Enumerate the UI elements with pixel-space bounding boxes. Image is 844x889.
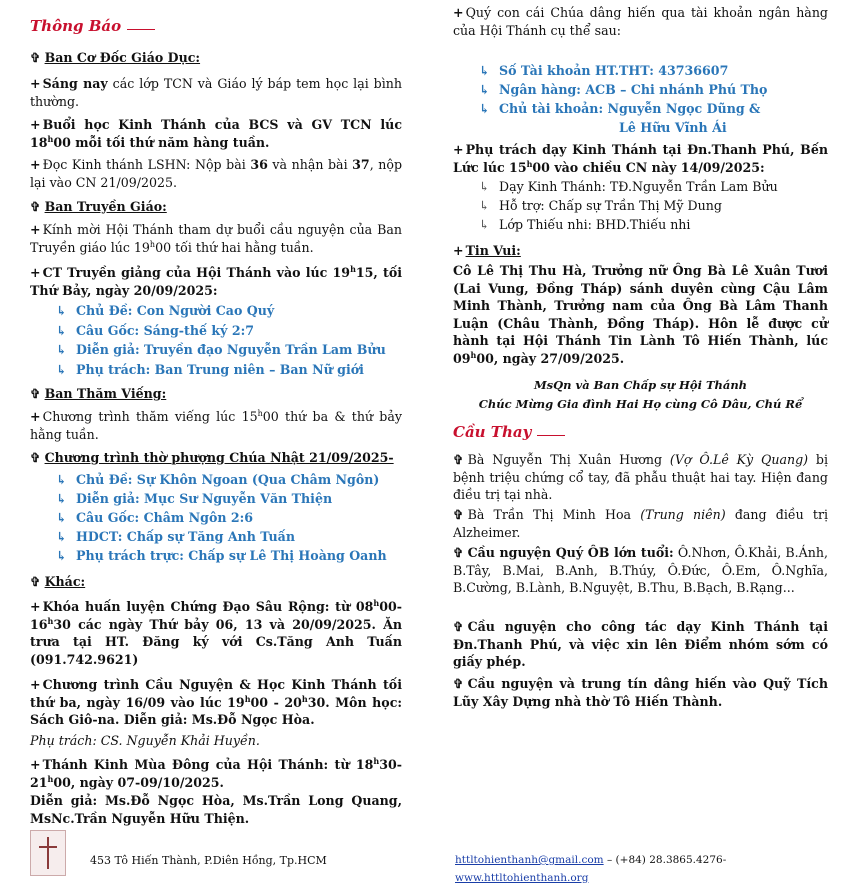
cross-icon: ✞ (453, 545, 464, 560)
prayer-heading (453, 424, 828, 442)
paragraph: + Quý con cái Chúa dâng hiến qua tài khoản ngân hàng của Hội Thánh cụ thể sau: (453, 5, 828, 38)
paragraph: + Đọc Kinh thánh LSHN: Nộp bài 36 và nhận bài 37, nộp lại vào CN 21/09/2025. (30, 157, 403, 190)
notice-heading (30, 18, 402, 36)
arrow-bullet-icon: ↳ (56, 472, 67, 487)
section-mission (30, 198, 402, 216)
prayer-title: Cầu Thay (453, 423, 532, 441)
section-other (30, 573, 402, 591)
section-visiting (30, 385, 402, 403)
arrow-bullet-icon: ↳ (479, 82, 490, 97)
paragraph: + Thánh Kinh Mùa Đông của Hội Thánh: từ 18$^h$30-21$^h$00, ngày 07-09/10/2025. (30, 755, 402, 790)
teaching-list (453, 178, 828, 235)
paragraph-note: Phụ trách: CS. Nguyễn Khải Huyền. (30, 733, 260, 748)
paragraph: + CT Truyền giảng của Hội Thánh vào lúc 19$^h$15, tối Thứ Bảy, ngày 20/09/2025: (30, 263, 402, 298)
worship-list (30, 471, 402, 566)
paragraph: ✞ Bà Trần Thị Minh Hoa (Trung niên) đang điều trị Alzheimer. (453, 507, 828, 540)
section-title: Khác: (44, 574, 86, 589)
cross-icon: ✞ (30, 574, 41, 589)
paragraph: + Chương trình Cầu Nguyện & Học Kinh Thánh tối thứ ba, ngày 16/09 vào lúc 19$^h$00 - 20$^h$30. Môn học: Sách Giô-na. Diễn giả: Ms.Đỗ Ngọc Hòa. (30, 677, 403, 727)
plus-icon: + (30, 265, 41, 280)
list-item: ↳ Câu Gốc: Châm Ngôn 2:6 (56, 510, 254, 525)
paragraph: + Buổi học Kinh Thánh của BCS và GV TCN lúc 18$^h$00 mỗi tối thứ năm hàng tuần. (30, 117, 402, 150)
arrow-bullet-icon: ↳ (479, 179, 490, 194)
email-link[interactable]: httltohienthanh@gmail.com (455, 854, 604, 866)
plus-icon: + (30, 117, 41, 132)
plus-icon: + (30, 599, 41, 614)
bank-list (453, 62, 828, 138)
paragraph: + Phụ trách dạy Kinh Thánh tại Đn.Thanh Phú, Bến Lức lúc 15$^h$00 vào chiều CN này 14/09/2025: (453, 142, 828, 175)
list-item-continued: Lê Hữu Vĩnh Ái (619, 120, 727, 135)
paragraph: Cô Lê Thị Thu Hà, Trưởng nữ Ông Bà Lê Xuân Tươi (Lai Vung, Đồng Tháp) sánh duyên cùng Cậu Lâm Minh Thành, Trưởng nam của Ông Bà Lâm Thanh Luận (Châu Thành, Đồng Tháp). Hôn lễ được cử hành tại Hội Thánh Tin Lành Tô Hiến Thành, lúc 09$^h$00, ngày 27/09/2025. (453, 263, 828, 366)
list-item: ↳ Lớp Thiếu nhi: BHD.Thiếu nhi (479, 217, 691, 232)
arrow-bullet-icon: ↳ (56, 342, 67, 357)
evangelism-list (30, 302, 402, 380)
cross-icon: ✞ (30, 450, 41, 465)
plus-icon: + (30, 222, 41, 237)
website-link[interactable]: www.httltohienthanh.org (455, 871, 589, 884)
arrow-bullet-icon: ↳ (56, 303, 67, 318)
list-item: ↳ Số Tài khoản HT.THT: 43736607 (479, 63, 729, 78)
list-item: ↳ Chủ Đề: Sự Khôn Ngoan (Qua Châm Ngôn) (56, 472, 380, 487)
cross-icon: ✞ (30, 199, 41, 214)
cross-icon: ✞ (453, 452, 464, 467)
church-logo (30, 830, 66, 876)
footer (0, 825, 844, 885)
list-item: ↳ Phụ trách trực: Chấp sự Lê Thị Hoàng Oanh (56, 548, 387, 563)
list-item: ↳ Diễn giả: Mục Sư Nguyễn Văn Thiện (56, 491, 333, 506)
notice-title: Thông Báo (30, 17, 122, 35)
arrow-bullet-icon: ↳ (479, 63, 490, 78)
list-item: ↳ Hỗ trợ: Chấp sự Trần Thị Mỹ Dung (479, 198, 722, 213)
arrow-bullet-icon: ↳ (56, 491, 67, 506)
plus-icon: + (30, 757, 41, 772)
heading-rule (537, 435, 565, 436)
contact-line (455, 852, 844, 887)
arrow-bullet-icon: ↳ (479, 101, 490, 116)
paragraph: ✞ Cầu nguyện và trung tín dâng hiến vào Quỹ Tích Lũy Xây Dựng nhà thờ Tô Hiến Thành. (453, 676, 828, 709)
congratulation: Chúc Mừng Gia đình Hai Họ cùng Cô Dâu, Chú Rể (478, 397, 803, 411)
address: 453 Tô Hiến Thành, P.Diên Hồng, Tp.HCM (90, 854, 327, 867)
paragraph: Diễn giả: Ms.Đỗ Ngọc Hòa, Ms.Trần Long Quang, MsNc.Trần Nguyễn Hữu Thiện. (30, 793, 402, 826)
cross-icon: ✞ (30, 386, 41, 401)
arrow-bullet-icon: ↳ (479, 217, 490, 232)
section-title: Tin Vui: (465, 243, 521, 258)
paragraph: + Sáng nay các lớp TCN và Giáo lý báp tem học lại bình thường. (30, 76, 402, 109)
plus-icon: + (453, 243, 464, 258)
arrow-bullet-icon: ↳ (56, 510, 67, 525)
section-education (30, 49, 402, 67)
plus-icon: + (30, 409, 41, 424)
plus-icon: + (453, 5, 464, 20)
list-item: ↳ Diễn giả: Truyền đạo Nguyễn Trần Lam Bửu (56, 342, 386, 357)
section-title: Ban Truyền Giáo: (44, 199, 167, 214)
section-title: Ban Thăm Viếng: (44, 386, 167, 401)
paragraph: ✞ Cầu nguyện Quý ÔB lớn tuổi: Ô.Nhơn, Ô.Khải, B.Ánh, B.Tây, B.Mai, B.Anh, B.Thúy, Ô.Đức, Ô.Em, Ô.Nghĩa, B.Cường, B.Lành, B.Nguyệt, B.Thu, B.Bạch, B.Rạng... (453, 545, 828, 595)
paragraph: ✞ Bà Nguyễn Thị Xuân Hương (Vợ Ô.Lê Kỳ Quang) bị bệnh triệu chứng cổ tay, đã phẫu thuật hai tay. Hiện đang điều trị tại nhà. (453, 452, 829, 502)
arrow-bullet-icon: ↳ (56, 529, 67, 544)
list-item: ↳ Dạy Kinh Thánh: TĐ.Nguyễn Trần Lam Bửu (479, 179, 778, 194)
paragraph: + Chương trình thăm viếng lúc 15$^h$00 thứ ba & thứ bảy hằng tuần. (30, 408, 402, 442)
arrow-bullet-icon: ↳ (56, 548, 67, 563)
plus-icon: + (30, 677, 41, 692)
heading-rule (127, 29, 155, 30)
list-item: ↳ Ngân hàng: ACB – Chi nhánh Phú Thọ (479, 82, 768, 97)
plus-icon: + (30, 76, 41, 91)
list-item: ↳ Câu Gốc: Sáng-thế ký 2:7 (56, 322, 254, 338)
paragraph: ✞ Cầu nguyện cho công tác dạy Kinh Thánh tại Đn.Thanh Phú, và việc xin lên Điểm nhóm sớm có giấy phép. (453, 619, 828, 669)
section-title: Ban Cơ Đốc Giáo Dục: (44, 50, 201, 65)
arrow-bullet-icon: ↳ (479, 198, 490, 213)
arrow-bullet-icon: ↳ (56, 361, 67, 377)
list-item: ↳ Phụ trách: Ban Trung niên – Ban Nữ giới (56, 361, 364, 377)
section-good-news (453, 242, 828, 260)
arrow-bullet-icon: ↳ (56, 322, 67, 338)
cross-icon: ✞ (453, 507, 464, 522)
phone: – (+84) 28.3865.4276- (603, 854, 727, 866)
paragraph: + Khóa huấn luyện Chứng Đạo Sâu Rộng: từ 08$^h$00-16$^h$30 các ngày Thứ bảy 06, 13 và 20/09/2025. Ăn trưa tại HT. Đăng ký với Cs.Tăng Anh Tuấn (091.742.9621) (30, 597, 402, 667)
section-worship (30, 449, 402, 467)
list-item: ↳ Chủ tài khoản: Nguyễn Ngọc Dũng & (479, 101, 761, 116)
cross-icon: ✞ (30, 50, 41, 65)
list-item: ↳ Chủ Đề: Con Người Cao Quý (56, 303, 275, 318)
list-item: ↳ HDCT: Chấp sự Tăng Anh Tuấn (56, 529, 295, 544)
cross-icon: ✞ (453, 619, 464, 634)
plus-icon: + (453, 142, 464, 157)
signature: MsQn và Ban Chấp sự Hội Thánh (533, 378, 748, 392)
cross-icon: ✞ (453, 676, 464, 691)
section-title: Chương trình thờ phượng Chúa Nhật 21/09/2025- (44, 450, 394, 465)
plus-icon: + (30, 157, 41, 172)
paragraph: + Kính mời Hội Thánh tham dự buổi cầu nguyện của Ban Truyền giáo lúc 19$^h$00 tối thứ hai hằng tuần. (30, 222, 402, 255)
